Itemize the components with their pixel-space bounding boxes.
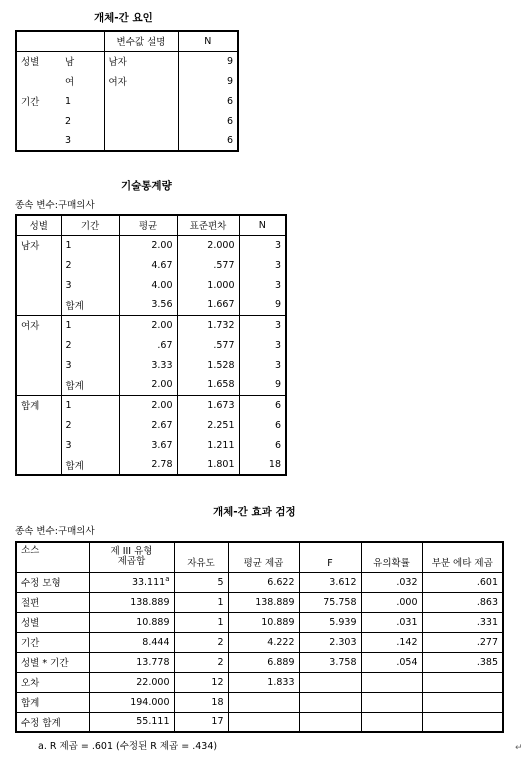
sig-cell: .031 — [361, 612, 422, 632]
level-cell: 남 — [61, 51, 104, 71]
f-cell: 3.758 — [299, 652, 361, 672]
type-iii-ss-cell — [89, 692, 174, 712]
partial-eta-squared-cell — [422, 712, 503, 732]
gender-cell: 합계 — [16, 395, 61, 415]
gender-cell — [16, 335, 61, 355]
period-cell: 2 — [61, 415, 119, 435]
table-row — [16, 335, 286, 355]
n-cell: 9 — [274, 379, 281, 391]
table-row — [16, 111, 238, 131]
header-value-label: 변수값 설명 — [104, 31, 178, 51]
table-row — [16, 592, 503, 612]
gender-cell — [16, 455, 61, 475]
sd-cell: 1.658 — [177, 375, 239, 395]
gender-cell: 남자 — [16, 235, 61, 255]
mean-cell: 3.33 — [119, 355, 177, 375]
paragraph-mark-icon: ↵ — [515, 743, 523, 753]
period-cell: 합계 — [61, 455, 119, 475]
table-row — [16, 355, 286, 375]
n-cell: 6 — [178, 111, 238, 131]
period-cell: 1 — [61, 315, 119, 335]
dependent-variable-label: 종속 변수:구매의사 — [15, 200, 95, 211]
header-period: 기간 — [61, 215, 119, 235]
df-cell: 17 — [174, 712, 228, 732]
n-cell: 6 — [178, 91, 238, 111]
footnote-marker: a — [165, 575, 170, 584]
gender-cell — [16, 435, 61, 455]
sd-cell: 1.801 — [177, 455, 239, 475]
df-cell: 2 — [174, 632, 228, 652]
table-row — [16, 91, 238, 111]
n-cell: 3 — [274, 259, 281, 271]
sig-cell: .032 — [361, 572, 422, 592]
sig-cell: .142 — [361, 632, 422, 652]
source-cell: 성별 * 기간 — [16, 652, 89, 672]
sd-cell: 1.673 — [177, 395, 239, 415]
source-cell: 수정 모형 — [16, 572, 89, 592]
mean-cell: 3.56 — [119, 295, 177, 315]
f-cell: 75.758 — [299, 592, 361, 612]
level-cell: 여 — [61, 71, 104, 91]
table-row — [16, 275, 286, 295]
value-label-cell: 남자 — [108, 57, 127, 69]
header-blank — [61, 31, 104, 51]
period-cell: 합계 — [61, 295, 119, 315]
df-cell: 5 — [174, 572, 228, 592]
ss-value: 194.000 — [130, 696, 170, 708]
footnote: a. R 제곱 = .601 (수정된 R 제곱 = .434) — [38, 741, 218, 752]
mean-square-cell — [228, 692, 299, 712]
factor-cell — [16, 111, 61, 131]
table-row — [16, 672, 503, 692]
descriptive-statistics-table — [15, 214, 287, 476]
tests-of-between-subjects-effects-title: 개체-간 효과 검정 — [213, 506, 296, 518]
ss-value: 10.889 — [136, 616, 170, 628]
ss-value: 8.444 — [142, 636, 170, 648]
df-cell: 18 — [174, 692, 228, 712]
sd-cell: 1.000 — [177, 275, 239, 295]
source-cell: 오차 — [16, 672, 89, 692]
n-cell: 3 — [274, 359, 281, 371]
mean-cell: 2.00 — [119, 375, 177, 395]
header-partial-eta-squared: 부분 에타 제곱 — [422, 542, 503, 572]
mean-square-cell: 138.889 — [228, 592, 299, 612]
period-cell: 3 — [61, 435, 119, 455]
period-cell: 1 — [61, 395, 119, 415]
df-cell: 1 — [174, 592, 228, 612]
table-row — [16, 572, 503, 592]
source-cell: 기간 — [16, 632, 89, 652]
table-row — [16, 415, 286, 435]
table-row — [16, 652, 503, 672]
mean-cell: 2.67 — [119, 415, 177, 435]
sd-cell: 1.667 — [177, 295, 239, 315]
between-subjects-factors-title: 개체-간 요인 — [94, 12, 153, 24]
header-n: N — [239, 215, 286, 235]
table-row — [16, 692, 503, 712]
level-cell: 3 — [61, 131, 104, 151]
f-cell — [299, 672, 361, 692]
type-iii-ss-cell — [89, 672, 174, 692]
header-df: 자유도 — [174, 542, 228, 572]
mean-square-cell: 1.833 — [228, 672, 299, 692]
sig-cell: .054 — [361, 652, 422, 672]
factor-cell — [16, 131, 61, 151]
ss-value: 13.778 — [136, 656, 170, 668]
df-cell: 12 — [174, 672, 228, 692]
mean-cell: .67 — [119, 335, 177, 355]
mean-square-cell: 6.889 — [228, 652, 299, 672]
partial-eta-squared-cell: .601 — [422, 572, 503, 592]
period-cell: 2 — [61, 335, 119, 355]
gender-cell — [16, 415, 61, 435]
header-source: 소스 — [16, 542, 89, 572]
header-type-iii-ss — [89, 542, 174, 572]
level-cell: 1 — [61, 91, 104, 111]
sig-cell — [361, 672, 422, 692]
header-sig: 유의확률 — [361, 542, 422, 572]
table-row — [16, 632, 503, 652]
n-cell: 9 — [178, 51, 238, 71]
header-sd: 표준편차 — [177, 215, 239, 235]
between-subjects-factors-table — [15, 30, 239, 152]
mean-cell: 2.00 — [119, 235, 177, 255]
tests-of-between-subjects-effects-table — [15, 541, 504, 733]
f-cell: 3.612 — [299, 572, 361, 592]
table-row — [16, 612, 503, 632]
table-row — [16, 131, 238, 151]
sig-cell — [361, 692, 422, 712]
n-cell: 3 — [274, 339, 281, 351]
ss-value: 33.111 — [131, 577, 166, 589]
source-cell: 합계 — [16, 692, 89, 712]
ss-value: 22.000 — [136, 676, 170, 688]
descriptive-statistics-title: 기술통계량 — [121, 180, 172, 192]
n-cell: 3 — [274, 239, 281, 251]
header-gender: 성별 — [16, 215, 61, 235]
value-label-cell — [104, 131, 178, 151]
mean-square-cell: 10.889 — [228, 612, 299, 632]
n-cell: 3 — [274, 279, 281, 291]
gender-cell — [16, 255, 61, 275]
table-row — [16, 235, 286, 255]
gender-cell — [16, 275, 61, 295]
type-iii-ss-cell — [89, 712, 174, 732]
table-row — [16, 71, 238, 91]
table-row — [16, 255, 286, 275]
mean-square-cell: 6.622 — [228, 572, 299, 592]
level-cell: 2 — [61, 111, 104, 131]
gender-cell: 여자 — [16, 315, 61, 335]
type-iii-ss-cell — [89, 592, 174, 612]
gender-cell — [16, 355, 61, 375]
table-row — [16, 712, 503, 732]
sd-cell: .577 — [177, 255, 239, 275]
mean-cell: 2.00 — [119, 315, 177, 335]
partial-eta-squared-cell — [422, 692, 503, 712]
sig-cell: .000 — [361, 592, 422, 612]
table-row — [16, 295, 286, 315]
partial-eta-squared-cell: .277 — [422, 632, 503, 652]
mean-square-cell — [228, 712, 299, 732]
f-cell: 2.303 — [299, 632, 361, 652]
header-f: F — [299, 542, 361, 572]
partial-eta-squared-cell: .863 — [422, 592, 503, 612]
table-row — [16, 395, 286, 415]
df-cell: 2 — [174, 652, 228, 672]
table-row — [16, 375, 286, 395]
partial-eta-squared-cell — [422, 672, 503, 692]
mean-square-cell: 4.222 — [228, 632, 299, 652]
dependent-variable-label: 종속 변수:구매의사 — [15, 526, 95, 537]
period-cell: 2 — [61, 255, 119, 275]
source-cell: 수정 합계 — [16, 712, 89, 732]
type-iii-ss-cell — [89, 572, 174, 592]
period-cell: 합계 — [61, 375, 119, 395]
mean-cell: 2.78 — [119, 455, 177, 475]
sig-cell — [361, 712, 422, 732]
ss-value: 55.111 — [136, 716, 170, 728]
period-cell: 1 — [61, 235, 119, 255]
type-iii-ss-cell — [89, 632, 174, 652]
n-cell: 9 — [178, 71, 238, 91]
header-mean-square: 평균 제곱 — [228, 542, 299, 572]
n-cell: 6 — [274, 439, 281, 451]
table-row — [16, 51, 238, 71]
header-mean: 평균 — [119, 215, 177, 235]
type-iii-ss-cell — [89, 612, 174, 632]
source-cell: 성별 — [16, 612, 89, 632]
header-ss-line2: 제곱합 — [117, 556, 146, 568]
sd-cell: .577 — [177, 335, 239, 355]
sd-cell: 2.251 — [177, 415, 239, 435]
mean-cell: 3.67 — [119, 435, 177, 455]
n-cell: 6 — [274, 419, 281, 431]
factor-cell: 기간 — [21, 97, 40, 108]
partial-eta-squared-cell: .385 — [422, 652, 503, 672]
table-row — [16, 455, 286, 475]
table-row — [16, 435, 286, 455]
sd-cell: 2.000 — [177, 235, 239, 255]
mean-cell: 2.00 — [119, 395, 177, 415]
factor-cell: 성별 — [21, 57, 40, 69]
mean-cell: 4.00 — [119, 275, 177, 295]
partial-eta-squared-cell: .331 — [422, 612, 503, 632]
period-cell: 3 — [61, 275, 119, 295]
period-cell: 3 — [61, 355, 119, 375]
n-cell: 6 — [239, 395, 286, 415]
gender-cell — [16, 375, 61, 395]
f-cell: 5.939 — [299, 612, 361, 632]
gender-cell — [16, 295, 61, 315]
df-cell: 1 — [174, 612, 228, 632]
n-cell: 18 — [268, 459, 281, 470]
value-label-cell — [104, 111, 178, 131]
value-label-cell: 여자 — [108, 77, 127, 88]
header-n: N — [178, 31, 238, 51]
sd-cell: 1.528 — [177, 355, 239, 375]
n-cell: 3 — [239, 315, 286, 335]
table-row — [16, 315, 286, 335]
f-cell — [299, 712, 361, 732]
sd-cell: 1.211 — [177, 435, 239, 455]
f-cell — [299, 692, 361, 712]
n-cell: 6 — [178, 131, 238, 151]
type-iii-ss-cell — [89, 652, 174, 672]
ss-value: 138.889 — [130, 596, 170, 608]
value-label-cell — [104, 91, 178, 111]
header-ss-line1: 제 III 유형 — [110, 546, 153, 558]
header-blank — [16, 31, 61, 51]
mean-cell: 4.67 — [119, 255, 177, 275]
factor-cell — [16, 71, 61, 91]
source-cell: 절편 — [16, 592, 89, 612]
sd-cell: 1.732 — [177, 315, 239, 335]
n-cell: 9 — [274, 299, 281, 311]
